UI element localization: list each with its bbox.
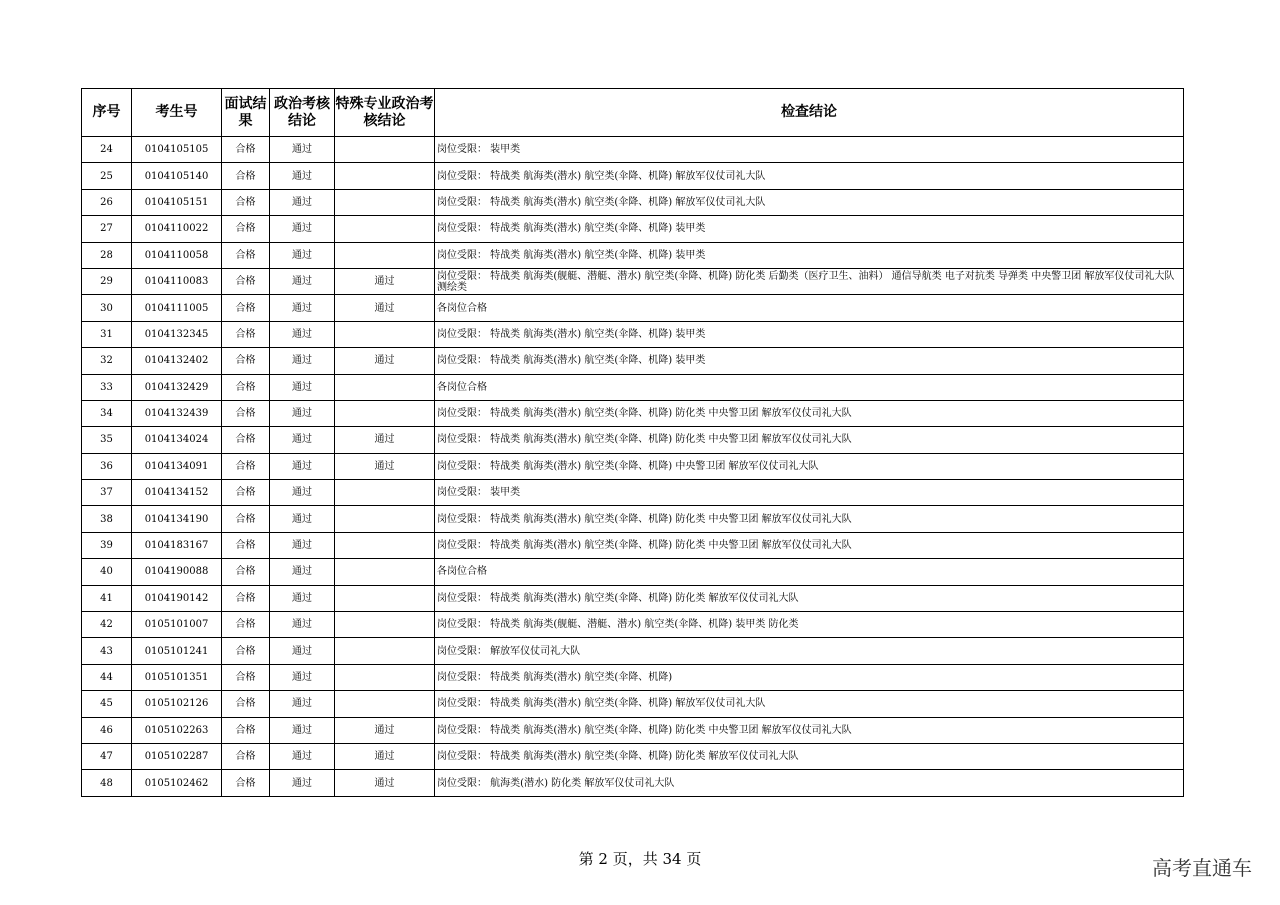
cell-interview: 合格 <box>222 163 270 189</box>
cell-special <box>335 612 435 638</box>
table-row <box>82 216 1184 242</box>
cell-seq: 30 <box>82 295 132 321</box>
cell-conclusion: 岗位受限： 特战类 航海类(潜水) 航空类(伞降、机降) 防化类 中央警卫团 解放军仪仗司礼大队 <box>435 506 1184 532</box>
cell-interview: 合格 <box>222 427 270 453</box>
cell-interview: 合格 <box>222 348 270 374</box>
cell-political: 通过 <box>270 268 335 294</box>
table-row <box>82 691 1184 717</box>
table-row <box>82 400 1184 426</box>
cell-conclusion: 各岗位合格 <box>435 295 1184 321</box>
cell-seq: 40 <box>82 559 132 585</box>
cell-special <box>335 638 435 664</box>
cell-interview: 合格 <box>222 295 270 321</box>
cell-conclusion: 岗位受限： 特战类 航海类(潜水) 航空类(伞降、机降) <box>435 664 1184 690</box>
cell-interview: 合格 <box>222 400 270 426</box>
cell-exam-no: 0104132345 <box>132 321 222 347</box>
cell-interview: 合格 <box>222 585 270 611</box>
cell-special: 通过 <box>335 453 435 479</box>
cell-interview: 合格 <box>222 268 270 294</box>
cell-interview: 合格 <box>222 242 270 268</box>
cell-conclusion: 岗位受限： 装甲类 <box>435 137 1184 163</box>
cell-conclusion: 各岗位合格 <box>435 559 1184 585</box>
cell-seq: 36 <box>82 453 132 479</box>
cell-political: 通过 <box>270 427 335 453</box>
cell-interview: 合格 <box>222 480 270 506</box>
cell-seq: 27 <box>82 216 132 242</box>
cell-interview: 合格 <box>222 374 270 400</box>
cell-exam-no: 0105101351 <box>132 664 222 690</box>
cell-conclusion: 岗位受限： 特战类 航海类(舰艇、潜艇、潜水) 航空类(伞降、机降) 装甲类 防化类 <box>435 612 1184 638</box>
cell-special <box>335 163 435 189</box>
cell-exam-no: 0105101241 <box>132 638 222 664</box>
table-row <box>82 242 1184 268</box>
table-header <box>82 89 1184 137</box>
cell-conclusion: 岗位受限： 特战类 航海类(潜水) 航空类(伞降、机降) 防化类 中央警卫团 解放军仪仗司礼大队 <box>435 532 1184 558</box>
cell-political: 通过 <box>270 770 335 796</box>
table-row <box>82 664 1184 690</box>
cell-political: 通过 <box>270 321 335 347</box>
cell-political: 通过 <box>270 532 335 558</box>
cell-conclusion: 岗位受限： 特战类 航海类(潜水) 航空类(伞降、机降) 装甲类 <box>435 348 1184 374</box>
cell-special: 通过 <box>335 295 435 321</box>
header-conclusion: 检查结论 <box>435 89 1184 137</box>
cell-interview: 合格 <box>222 743 270 769</box>
cell-special: 通过 <box>335 770 435 796</box>
cell-special: 通过 <box>335 348 435 374</box>
cell-conclusion: 岗位受限： 特战类 航海类(潜水) 航空类(伞降、机降) 防化类 解放军仪仗司礼大队 <box>435 585 1184 611</box>
cell-exam-no: 0104132439 <box>132 400 222 426</box>
cell-political: 通过 <box>270 559 335 585</box>
cell-seq: 47 <box>82 743 132 769</box>
cell-interview: 合格 <box>222 638 270 664</box>
cell-interview: 合格 <box>222 321 270 347</box>
cell-special <box>335 374 435 400</box>
cell-conclusion: 岗位受限： 特战类 航海类(潜水) 航空类(伞降、机降) 防化类 解放军仪仗司礼大队 <box>435 743 1184 769</box>
cell-seq: 31 <box>82 321 132 347</box>
cell-seq: 24 <box>82 137 132 163</box>
cell-seq: 48 <box>82 770 132 796</box>
cell-conclusion: 岗位受限： 特战类 航海类(潜水) 航空类(伞降、机降) 中央警卫团 解放军仪仗司礼大队 <box>435 453 1184 479</box>
cell-political: 通过 <box>270 163 335 189</box>
table-row <box>82 453 1184 479</box>
cell-political: 通过 <box>270 585 335 611</box>
cell-interview: 合格 <box>222 532 270 558</box>
cell-political: 通过 <box>270 348 335 374</box>
table-row <box>82 770 1184 796</box>
cell-conclusion: 岗位受限： 特战类 航海类(潜水) 航空类(伞降、机降) 防化类 中央警卫团 解放军仪仗司礼大队 <box>435 400 1184 426</box>
cell-special <box>335 480 435 506</box>
cell-exam-no: 0105102126 <box>132 691 222 717</box>
table-row <box>82 189 1184 215</box>
cell-interview: 合格 <box>222 189 270 215</box>
cell-exam-no: 0104134190 <box>132 506 222 532</box>
cell-political: 通过 <box>270 612 335 638</box>
cell-political: 通过 <box>270 664 335 690</box>
cell-interview: 合格 <box>222 691 270 717</box>
cell-seq: 32 <box>82 348 132 374</box>
cell-seq: 29 <box>82 268 132 294</box>
cell-conclusion: 岗位受限： 特战类 航海类(潜水) 航空类(伞降、机降) 装甲类 <box>435 242 1184 268</box>
cell-exam-no: 0104110083 <box>132 268 222 294</box>
cell-political: 通过 <box>270 216 335 242</box>
header-special: 特殊专业政治考核结论 <box>335 89 435 137</box>
cell-special: 通过 <box>335 427 435 453</box>
cell-special <box>335 691 435 717</box>
cell-interview: 合格 <box>222 506 270 532</box>
cell-special <box>335 189 435 215</box>
cell-special <box>335 559 435 585</box>
cell-exam-no: 0104105151 <box>132 189 222 215</box>
cell-special <box>335 506 435 532</box>
cell-conclusion: 岗位受限： 特战类 航海类(潜水) 航空类(伞降、机降) 装甲类 <box>435 216 1184 242</box>
cell-seq: 45 <box>82 691 132 717</box>
cell-special <box>335 532 435 558</box>
cell-seq: 26 <box>82 189 132 215</box>
cell-political: 通过 <box>270 242 335 268</box>
cell-special <box>335 321 435 347</box>
table-row <box>82 295 1184 321</box>
cell-interview: 合格 <box>222 453 270 479</box>
cell-conclusion: 岗位受限： 航海类(潜水) 防化类 解放军仪仗司礼大队 <box>435 770 1184 796</box>
cell-special <box>335 216 435 242</box>
cell-seq: 25 <box>82 163 132 189</box>
table-row <box>82 532 1184 558</box>
cell-interview: 合格 <box>222 612 270 638</box>
table-row <box>82 374 1184 400</box>
page-number: 第 2 页，共 34 页 <box>578 850 702 868</box>
cell-exam-no: 0104132429 <box>132 374 222 400</box>
cell-special <box>335 137 435 163</box>
table-row <box>82 348 1184 374</box>
cell-interview: 合格 <box>222 216 270 242</box>
header-interview: 面试结果 <box>222 89 270 137</box>
cell-political: 通过 <box>270 137 335 163</box>
cell-political: 通过 <box>270 295 335 321</box>
cell-political: 通过 <box>270 374 335 400</box>
cell-seq: 38 <box>82 506 132 532</box>
cell-interview: 合格 <box>222 559 270 585</box>
cell-conclusion: 岗位受限： 特战类 航海类(潜水) 航空类(伞降、机降) 防化类 中央警卫团 解放军仪仗司礼大队 <box>435 717 1184 743</box>
cell-seq: 43 <box>82 638 132 664</box>
cell-political: 通过 <box>270 400 335 426</box>
cell-conclusion: 岗位受限： 装甲类 <box>435 480 1184 506</box>
cell-conclusion: 岗位受限： 特战类 航海类(潜水) 航空类(伞降、机降) 解放军仪仗司礼大队 <box>435 163 1184 189</box>
header-political: 政治考核结论 <box>270 89 335 137</box>
table-row <box>82 163 1184 189</box>
cell-exam-no: 0104183167 <box>132 532 222 558</box>
cell-special <box>335 242 435 268</box>
cell-exam-no: 0104111005 <box>132 295 222 321</box>
cell-conclusion: 岗位受限： 特战类 航海类(潜水) 航空类(伞降、机降) 装甲类 <box>435 321 1184 347</box>
cell-exam-no: 0104110022 <box>132 216 222 242</box>
cell-political: 通过 <box>270 506 335 532</box>
cell-interview: 合格 <box>222 717 270 743</box>
cell-political: 通过 <box>270 717 335 743</box>
cell-exam-no: 0104132402 <box>132 348 222 374</box>
cell-exam-no: 0104190088 <box>132 559 222 585</box>
cell-seq: 34 <box>82 400 132 426</box>
table-body <box>82 137 1184 797</box>
table-row <box>82 638 1184 664</box>
watermark-text: 高考直通车 <box>1152 856 1252 880</box>
cell-exam-no: 0104105140 <box>132 163 222 189</box>
cell-seq: 39 <box>82 532 132 558</box>
cell-political: 通过 <box>270 743 335 769</box>
table-row <box>82 743 1184 769</box>
cell-conclusion: 岗位受限： 特战类 航海类(潜水) 航空类(伞降、机降) 解放军仪仗司礼大队 <box>435 691 1184 717</box>
cell-exam-no: 0104110058 <box>132 242 222 268</box>
cell-interview: 合格 <box>222 664 270 690</box>
cell-political: 通过 <box>270 638 335 664</box>
header-exam-no: 考生号 <box>132 89 222 137</box>
header-row <box>82 89 1184 137</box>
cell-exam-no: 0105102462 <box>132 770 222 796</box>
table-row <box>82 717 1184 743</box>
cell-conclusion: 各岗位合格 <box>435 374 1184 400</box>
cell-exam-no: 0105101007 <box>132 612 222 638</box>
cell-special: 通过 <box>335 717 435 743</box>
cell-conclusion: 岗位受限： 解放军仪仗司礼大队 <box>435 638 1184 664</box>
cell-exam-no: 0105102263 <box>132 717 222 743</box>
cell-seq: 28 <box>82 242 132 268</box>
cell-seq: 46 <box>82 717 132 743</box>
table-row <box>82 559 1184 585</box>
cell-conclusion: 岗位受限： 特战类 航海类(潜水) 航空类(伞降、机降) 解放军仪仗司礼大队 <box>435 189 1184 215</box>
cell-exam-no: 0104190142 <box>132 585 222 611</box>
cell-seq: 44 <box>82 664 132 690</box>
cell-conclusion: 岗位受限： 特战类 航海类(潜水) 航空类(伞降、机降) 防化类 中央警卫团 解放军仪仗司礼大队 <box>435 427 1184 453</box>
cell-interview: 合格 <box>222 137 270 163</box>
cell-seq: 35 <box>82 427 132 453</box>
cell-political: 通过 <box>270 480 335 506</box>
cell-exam-no: 0104134024 <box>132 427 222 453</box>
cell-seq: 42 <box>82 612 132 638</box>
cell-exam-no: 0105102287 <box>132 743 222 769</box>
cell-special: 通过 <box>335 743 435 769</box>
header-seq: 序号 <box>82 89 132 137</box>
cell-exam-no: 0104134152 <box>132 480 222 506</box>
table-row <box>82 480 1184 506</box>
table-row <box>82 612 1184 638</box>
cell-interview: 合格 <box>222 770 270 796</box>
table-row <box>82 506 1184 532</box>
cell-special <box>335 400 435 426</box>
cell-seq: 41 <box>82 585 132 611</box>
cell-exam-no: 0104105105 <box>132 137 222 163</box>
table-row <box>82 321 1184 347</box>
table-row <box>82 585 1184 611</box>
table-row <box>82 268 1184 294</box>
cell-special <box>335 664 435 690</box>
cell-political: 通过 <box>270 691 335 717</box>
cell-seq: 33 <box>82 374 132 400</box>
results-table <box>81 88 1184 797</box>
table-row <box>82 427 1184 453</box>
table-row <box>82 137 1184 163</box>
cell-political: 通过 <box>270 189 335 215</box>
cell-conclusion: 岗位受限： 特战类 航海类(舰艇、潜艇、潜水) 航空类(伞降、机降) 防化类 后勤类（医疗卫生、油料） 通信导航类 电子对抗类 导弹类 中央警卫团 解放军仪仗司礼大队 测绘类 <box>435 268 1184 294</box>
cell-seq: 37 <box>82 480 132 506</box>
cell-special: 通过 <box>335 268 435 294</box>
cell-exam-no: 0104134091 <box>132 453 222 479</box>
cell-special <box>335 585 435 611</box>
cell-political: 通过 <box>270 453 335 479</box>
